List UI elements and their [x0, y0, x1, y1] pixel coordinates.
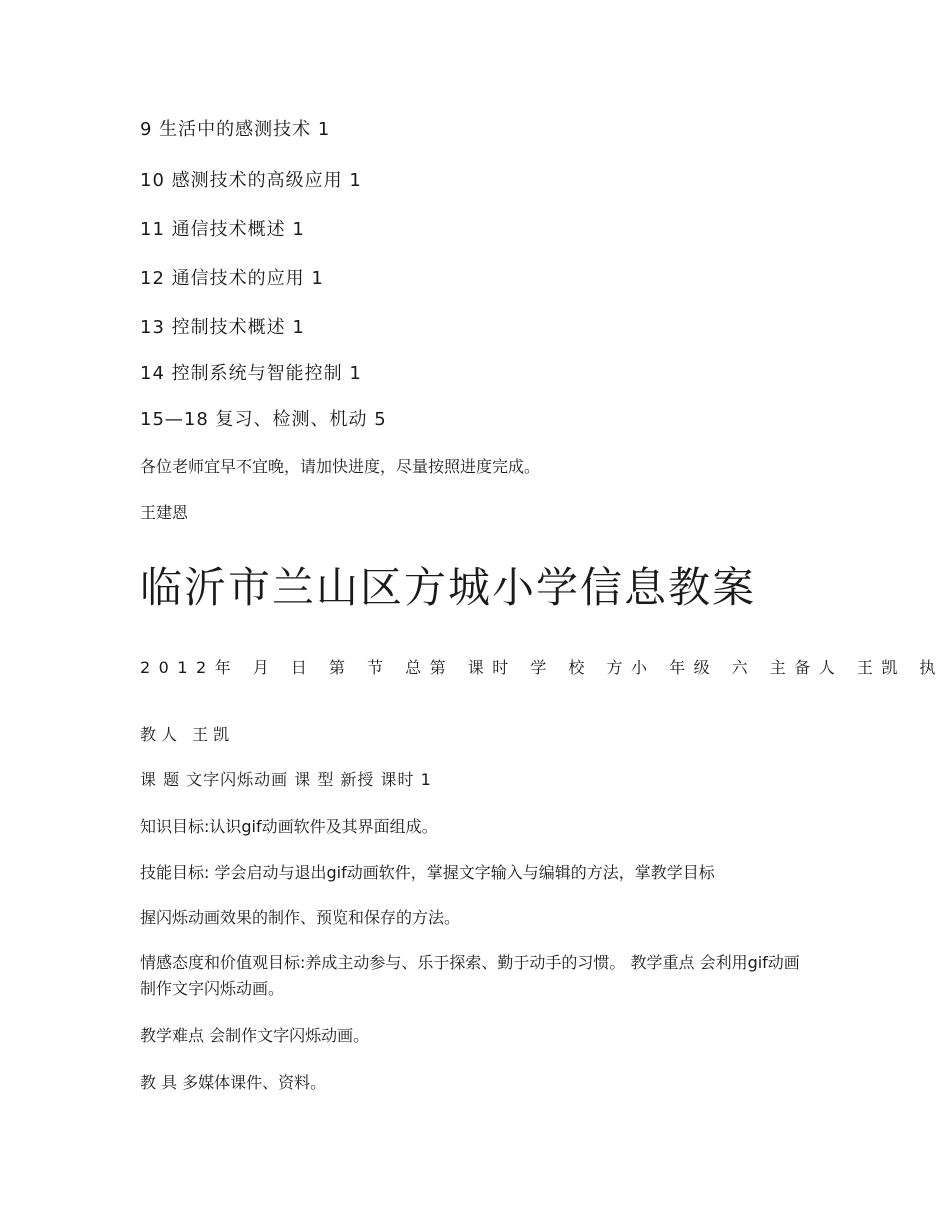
schedule-item: 11 通信技术概述 1	[140, 219, 305, 240]
lesson-line: 课 题 文字闪烁动画 课 型 新授 课时 1	[140, 770, 432, 789]
emotion-goal: 情感态度和价值观目标:养成主动参与、乐于探索、勤于动手的习惯。 教学重点 会利用gif动画制作文字闪烁动画。	[140, 953, 800, 998]
skill-goal-line-1: 技能目标: 学会启动与退出gif动画软件，掌握文字输入与编辑的方法，掌教学目标	[140, 863, 715, 882]
skill-goal-line-2: 握闪烁动画效果的制作、预览和保存的方法。	[140, 908, 461, 927]
meta-line: 2012年 月 日 第 节 总第 课时 学 校 方小 年级 六 主备人 王凯 执	[140, 658, 944, 677]
teaching-difficulty: 教学难点 会制作文字闪烁动画。	[140, 1026, 370, 1045]
schedule-item: 9 生活中的感测技术 1	[140, 119, 331, 140]
schedule-item: 15—18 复习、检测、机动 5	[140, 409, 387, 430]
schedule-item: 10 感测技术的高级应用 1	[140, 170, 362, 191]
teacher-line: 教人 王凯	[140, 725, 235, 744]
schedule-item: 14 控制系统与智能控制 1	[140, 363, 362, 384]
schedule-item: 12 通信技术的应用 1	[140, 268, 324, 289]
lesson-plan-title: 临沂市兰山区方城小学信息教案	[140, 563, 757, 612]
schedule-item: 13 控制技术概述 1	[140, 317, 305, 338]
knowledge-goal: 知识目标:认识gif动画软件及其界面组成。	[140, 817, 438, 836]
note-text: 各位老师宜早不宜晚，请加快进度，尽量按照进度完成。	[140, 457, 541, 476]
teaching-tools: 教 具 多媒体课件、资料。	[140, 1073, 327, 1092]
signature: 王建恩	[140, 503, 189, 522]
